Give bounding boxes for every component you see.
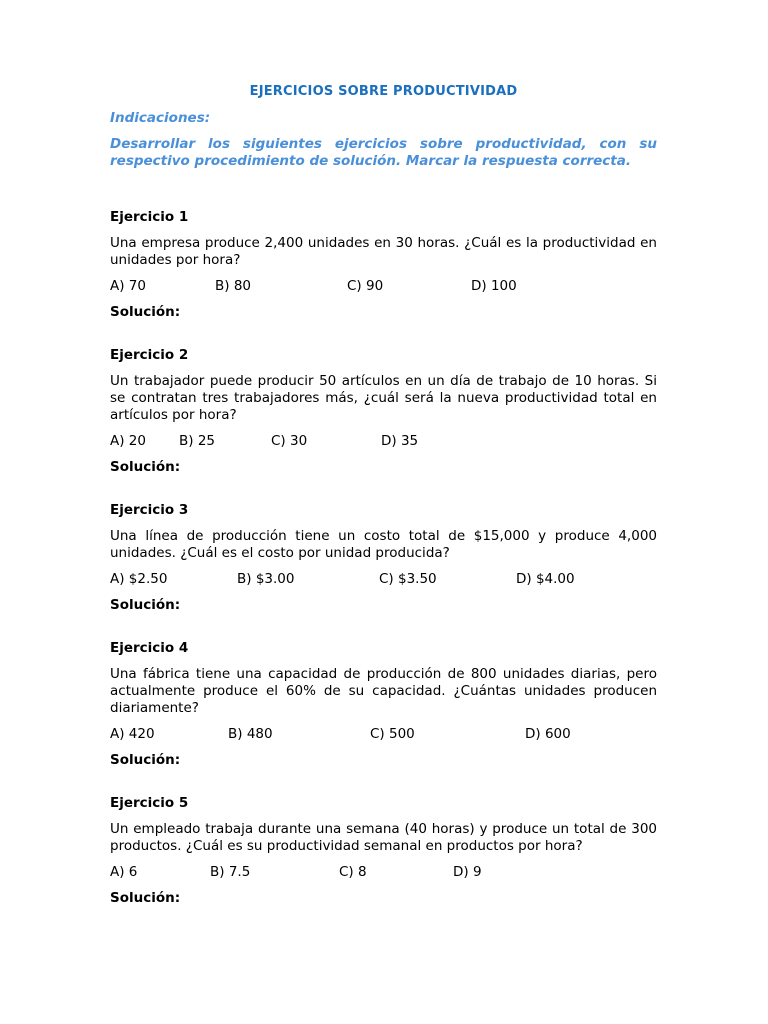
exercise-5: [110, 795, 657, 907]
option-a: A) 6: [110, 864, 138, 880]
exercise-1: [110, 209, 657, 321]
exercise-question: Una fábrica tiene una capacidad de producción de 800 unidades diarias, pero actualmente produce el 60% de su capacidad. ¿Cuántas unidades producen diariamente?: [110, 666, 657, 716]
page-title: EJERCICIOS SOBRE PRODUCTIVIDAD: [249, 84, 518, 99]
option-c: C) 30: [271, 433, 308, 449]
option-d: D) 9: [453, 864, 482, 880]
solution-label: Solución:: [110, 752, 181, 768]
option-b: B) 25: [179, 433, 215, 449]
exercise-question: Un empleado trabaja durante una semana (40 horas) y produce un total de 300 productos. ¿Cuál es su productividad semanal en productos por hora?: [110, 821, 657, 854]
exercise-title: Ejercicio 1: [110, 209, 189, 225]
option-d: D) 600: [525, 726, 571, 742]
answer-options: [110, 433, 657, 450]
indications-text: Desarrollar los siguientes ejercicios sobre productividad, con su respectivo procedimiento de solución. Marcar la respuesta correcta.: [110, 136, 657, 169]
solution-label: Solución:: [110, 304, 181, 320]
exercise-2: [110, 347, 657, 476]
option-a: A) 420: [110, 726, 155, 742]
option-d: D) 35: [381, 433, 419, 449]
exercise-title: Ejercicio 2: [110, 347, 189, 363]
option-a: A) 70: [110, 278, 146, 294]
option-b: B) $3.00: [237, 571, 295, 587]
option-b: B) 80: [215, 278, 251, 294]
exercise-3: [110, 502, 657, 614]
exercise-question: Una empresa produce 2,400 unidades en 30 horas. ¿Cuál es la productividad en unidades por hora?: [110, 235, 657, 268]
exercise-title: Ejercicio 4: [110, 640, 189, 656]
indications-label: Indicaciones:: [110, 110, 211, 126]
option-d: D) 100: [471, 278, 517, 294]
exercise-question: Una línea de producción tiene un costo total de $15,000 y produce 4,000 unidades. ¿Cuál es el costo por unidad producida?: [110, 528, 657, 561]
exercise-4: [110, 640, 657, 769]
solution-label: Solución:: [110, 597, 181, 613]
answer-options: [110, 864, 657, 881]
answer-options: [110, 278, 657, 295]
document-content: [110, 84, 657, 933]
answer-options: [110, 571, 657, 588]
exercise-question: Un trabajador puede producir 50 artículos en un día de trabajo de 10 horas. Si se contratan tres trabajadores más, ¿cuál será la nueva productividad total en artículos por hora?: [110, 373, 657, 423]
option-d: D) $4.00: [516, 571, 575, 587]
answer-options: [110, 726, 657, 743]
option-a: A) $2.50: [110, 571, 168, 587]
exercise-title: Ejercicio 3: [110, 502, 189, 518]
option-c: C) 500: [370, 726, 415, 742]
option-c: C) 90: [347, 278, 384, 294]
option-c: C) 8: [339, 864, 367, 880]
solution-label: Solución:: [110, 459, 181, 475]
solution-label: Solución:: [110, 890, 181, 906]
option-b: B) 480: [228, 726, 273, 742]
option-a: A) 20: [110, 433, 146, 449]
option-c: C) $3.50: [379, 571, 437, 587]
exercise-title: Ejercicio 5: [110, 795, 189, 811]
option-b: B) 7.5: [210, 864, 251, 880]
